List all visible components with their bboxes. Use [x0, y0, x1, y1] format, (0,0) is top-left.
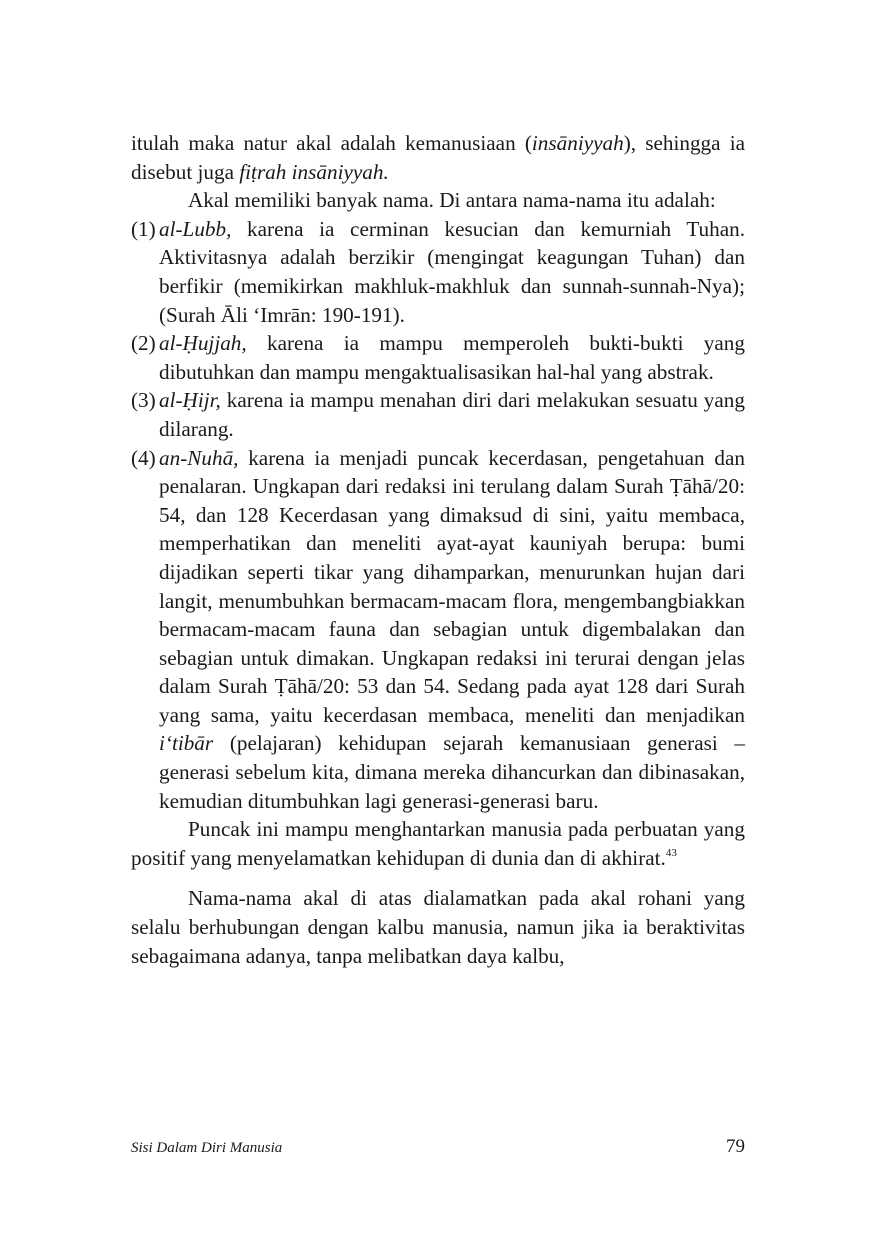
- paragraph-2: [131, 186, 745, 215]
- list-number: (1): [131, 216, 156, 241]
- list-item: [131, 329, 745, 386]
- list-number: (2): [131, 331, 156, 356]
- italic-term: fiṭrah insāniyyah.: [239, 159, 389, 184]
- text-run: karena ia mampu menahan diri dari melakukan sesuatu yang dilarang.: [159, 388, 745, 441]
- text-run: Akal memiliki banyak nama. Di antara nama-nama itu adalah:: [188, 188, 716, 213]
- text-run: ), sehingga ia disebut juga: [131, 131, 745, 184]
- page-body: [131, 129, 745, 970]
- italic-term: an-Nuhā,: [159, 445, 239, 470]
- list-number: (3): [131, 388, 156, 413]
- page-number: 79: [726, 1136, 745, 1157]
- text-run: Nama-nama akal di atas dialamatkan pada akal rohani yang selalu berhubungan dengan kalbu manusia, namun jika ia beraktivitas sebagaimana adanya, tanpa melibatkan daya kalbu,: [131, 886, 745, 968]
- list-number: (4): [131, 445, 156, 470]
- paragraph-1: [131, 129, 745, 186]
- list-item: [131, 215, 745, 329]
- text-run: karena ia menjadi puncak kecerdasan, pengetahuan dan penalaran. Ungkapan dari redaksi ini terulang dalam Surah Ṭāhā/20: 54, dan 128 Kecerdasan yang dimaksud di sini, yaitu membaca, memperhatikan dan meneliti ayat-ayat kauniyah berupa: bumi dijadikan seperti tikar yang dihamparkan, menurunkan hujan dari langit, menumbuhkan bermacam-macam flora, mengembangbiakkan bermacam-macam fauna dan sebagian untuk digembalakan dan sebagian untuk dimakan. Ungkapan redaksi ini terurai dengan jelas dalam Surah Ṭāhā/20: 53 dan 54. Sedang pada ayat 128 dari Surah yang sama, yaitu kecerdasan membaca, meneliti dan menjadikan: [159, 445, 745, 727]
- footnote-reference: 43: [665, 846, 677, 859]
- text-run: itulah maka natur akal adalah kemanusiaan (: [131, 131, 532, 155]
- text-run: (pelajaran) kehidupan sejarah kemanusiaan generasi – generasi sebelum kita, dimana mereka dihancurkan dan dibinasakan, kemudian ditumbuhkan lagi generasi-generasi baru.: [159, 731, 745, 813]
- italic-term: al-Lubb,: [159, 216, 232, 241]
- paragraph-3: [131, 815, 745, 872]
- italic-term: insāniyyah: [531, 131, 624, 155]
- paragraph-4: [131, 884, 745, 970]
- italic-term: al-Ḥijr,: [159, 388, 221, 413]
- text-run: karena ia cerminan kesucian dan kemurniah Tuhan. Aktivitasnya adalah berzikir (mengingat keagungan Tuhan) dan berfikir (memikirkan makhluk-makhluk dan sunnah-sunnah-Nya); (Surah Āli ʻImrān: 190-191).: [159, 216, 745, 327]
- running-title: Sisi Dalam Diri Manusia: [131, 1140, 283, 1156]
- italic-term: iʻtibār: [159, 731, 214, 756]
- italic-term: al-Ḥujjah,: [159, 331, 247, 356]
- text-run: Puncak ini mampu menghantarkan manusia pada perbuatan yang positif yang menyelamatkan kehidupan di dunia dan di akhirat.: [131, 817, 745, 870]
- list-item: [131, 386, 745, 443]
- text-run: karena ia mampu memperoleh bukti-bukti yang dibutuhkan dan mampu mengaktualisasikan hal-hal yang abstrak.: [159, 331, 745, 384]
- list-item: [131, 444, 745, 816]
